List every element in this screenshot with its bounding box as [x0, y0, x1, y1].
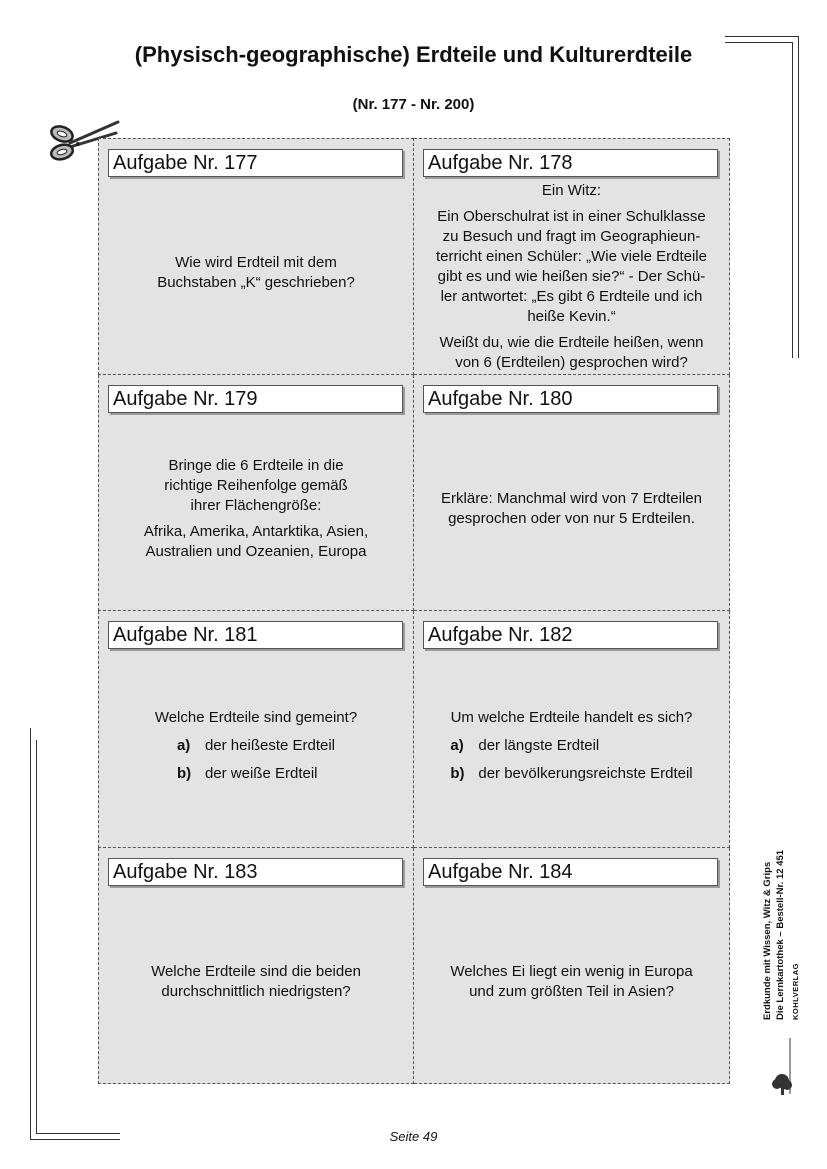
publisher-name: KOHLVERLAG [791, 963, 800, 1020]
card-text-line: Welches Ei liegt ein wenig in Europa [450, 963, 693, 981]
page-title: (Physisch-geographische) Erdteile und Kulturerdteile [134, 42, 693, 67]
card-body [420, 415, 723, 605]
card-body [420, 179, 723, 371]
card-text-line: durchschnittlich niedrigsten? [161, 983, 351, 1001]
card-text-line: Erkläre: Manchmal wird von 7 Erdteilen [441, 490, 702, 508]
card-text-line: gesprochen oder von nur 5 Erdteilen. [448, 510, 695, 528]
card-body [105, 179, 407, 368]
card-heading: Aufgabe Nr. 178 [423, 149, 718, 177]
card-heading: Aufgabe Nr. 182 [423, 621, 718, 649]
card-body [105, 888, 407, 1078]
joke-intro: Ein Witz: [541, 182, 602, 199]
answer-list [177, 728, 335, 784]
list-marker: b) [450, 764, 465, 782]
card-heading: Aufgabe Nr. 184 [423, 858, 718, 886]
joke-line: ler antwortet: „Es gibt 6 Erdteile und ich [440, 288, 703, 305]
card-body [420, 888, 723, 1078]
task-card-182 [414, 611, 730, 848]
list-text: der bevölkerungsreichste Erdteil [478, 764, 693, 782]
card-body [105, 415, 407, 605]
joke-line: heiße Kevin.“ [527, 308, 616, 325]
task-card-179 [98, 375, 414, 612]
frame-line-top-right-v2 [792, 42, 793, 358]
joke-line: gibt es und wie heißen sie?“ - Der Schü- [437, 268, 706, 285]
frame-line-top-right-v [798, 36, 799, 358]
task-card-184 [414, 848, 730, 1085]
frame-line-top-right-h [725, 36, 799, 37]
continent-list-line: Afrika, Amerika, Antarktika, Asien, [143, 523, 369, 541]
frame-line-bottom-left-v2 [36, 740, 37, 1134]
card-heading: Aufgabe Nr. 180 [423, 385, 718, 413]
order-number: Die Lernkartothek – Bestell-Nr. 12 451 [775, 849, 786, 1020]
card-body [420, 651, 723, 841]
continent-list-line: Australien und Ozeanien, Europa [145, 543, 367, 561]
list-item [450, 764, 692, 784]
task-card-178 [414, 138, 730, 375]
list-item [177, 764, 335, 784]
list-marker: a) [176, 736, 191, 754]
task-card-grid [98, 138, 730, 1084]
list-text: der längste Erdteil [478, 736, 600, 754]
card-heading: Aufgabe Nr. 177 [108, 149, 403, 177]
task-card-177 [98, 138, 414, 375]
frame-line-bottom-left-v [30, 728, 31, 1140]
answer-list [450, 728, 692, 784]
card-text-line: Wie wird Erdteil mit dem [175, 254, 337, 272]
page-number: Seite 49 [389, 1129, 438, 1144]
task-card-183 [98, 848, 414, 1085]
list-marker: b) [176, 764, 192, 782]
card-text-line: und zum größten Teil in Asien? [469, 983, 674, 1001]
joke-line: Ein Oberschulrat ist in einer Schulklasse [437, 208, 706, 225]
question-line: Weißt du, wie die Erdteile heißen, wenn [439, 334, 704, 351]
publisher-sidebar [762, 780, 810, 1020]
question-line: von 6 (Erdteilen) gesprochen wird? [455, 354, 688, 371]
task-card-181 [98, 611, 414, 848]
list-marker: a) [450, 736, 464, 754]
card-text-line: richtige Reihenfolge gemäß [164, 477, 348, 495]
card-heading: Aufgabe Nr. 183 [108, 858, 403, 886]
list-item [177, 736, 335, 756]
page-subtitle: (Nr. 177 - Nr. 200) [352, 96, 475, 113]
tree-logo-icon [768, 1034, 804, 1096]
card-question: Welche Erdteile sind gemeint? [154, 708, 358, 726]
card-text-line: Bringe die 6 Erdteile in die [168, 457, 344, 475]
card-text-line: Buchstaben „K“ geschrieben? [157, 274, 355, 292]
joke-line: zu Besuch und fragt im Geographieun- [442, 228, 701, 245]
list-text: der heißeste Erdteil [204, 736, 336, 754]
card-text-line: ihrer Flächengröße: [190, 497, 322, 515]
card-heading: Aufgabe Nr. 179 [108, 385, 403, 413]
card-body [105, 651, 407, 841]
card-question: Um welche Erdteile handelt es sich? [450, 708, 693, 726]
task-card-180 [414, 375, 730, 612]
list-item [450, 736, 692, 756]
card-heading: Aufgabe Nr. 181 [108, 621, 403, 649]
list-text: der weiße Erdteil [204, 764, 318, 782]
series-title: Erdkunde mit Wissen, Witz & Grips [762, 861, 773, 1020]
card-text-line: Welche Erdteile sind die beiden [151, 963, 361, 981]
joke-line: terricht einen Schüler: „Wie viele Erdteile [436, 248, 707, 265]
